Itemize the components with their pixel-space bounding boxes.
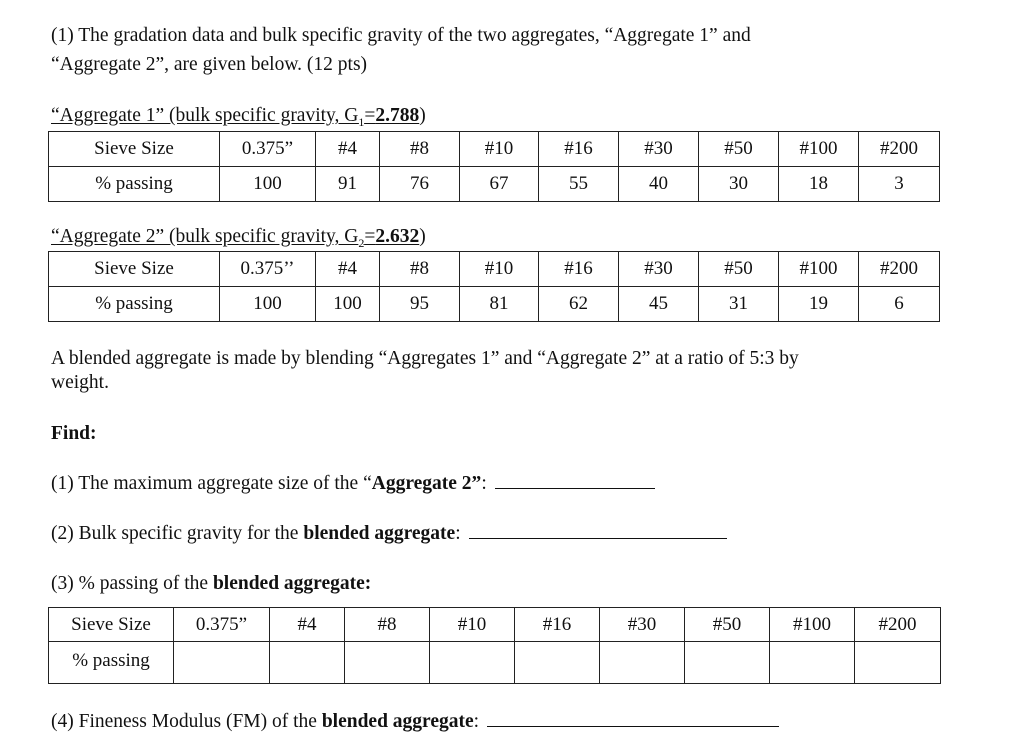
aggregate2-caption	[51, 226, 426, 251]
blended-sieve-cell: #50	[685, 608, 770, 642]
aggregate1-passing-cell: 3	[859, 167, 940, 202]
aggregate2-passing-cell: 62	[539, 287, 619, 322]
blended-sieve-cell: 0.375”	[174, 608, 270, 642]
blended-passing-input-cell[interactable]	[270, 642, 345, 684]
aggregate2-sieve-cell: #8	[380, 252, 460, 287]
aggregate1-caption	[51, 105, 426, 130]
aggregate1-passing-cell: 100	[220, 167, 316, 202]
aggregate1-passing-cell: 55	[539, 167, 619, 202]
aggregate1-passing-cell: 91	[316, 167, 380, 202]
aggregate1-passing-cell: 30	[699, 167, 779, 202]
blended-passing-input-cell[interactable]	[770, 642, 855, 684]
find-heading	[51, 422, 97, 446]
problem-intro	[51, 24, 751, 82]
question-4-answer-blank[interactable]	[487, 725, 779, 727]
aggregate2-passing-cell: 95	[380, 287, 460, 322]
aggregate2-sieve-label: Sieve Size	[49, 252, 220, 287]
aggregate1-sieve-cell: #8	[380, 132, 460, 167]
aggregate2-passing-cell: 100	[316, 287, 380, 322]
aggregate2-passing-label: % passing	[49, 287, 220, 322]
blended-passing-table	[48, 607, 941, 684]
blended-passing-input-cell[interactable]	[855, 642, 941, 684]
question-1	[51, 472, 655, 496]
question-3	[51, 572, 371, 596]
blended-passing-input-cell[interactable]	[430, 642, 515, 684]
aggregate1-sieve-cell: #4	[316, 132, 380, 167]
aggregate1-gravity-subscript: 1	[358, 114, 365, 129]
question-3-bold: blended aggregate:	[212, 573, 372, 594]
aggregate2-gravity-subscript: 2	[358, 235, 365, 250]
blend-statement-line-2: weight.	[51, 372, 109, 393]
aggregate2-passing-cell: 45	[619, 287, 699, 322]
blended-sieve-label: Sieve Size	[49, 608, 174, 642]
aggregate2-passing-row	[49, 287, 940, 322]
question-2	[51, 522, 727, 546]
aggregate1-sieve-cell: #100	[779, 132, 859, 167]
aggregate1-sieve-cell: #30	[619, 132, 699, 167]
aggregate2-sieve-cell: #30	[619, 252, 699, 287]
aggregate1-sieve-cell: #50	[699, 132, 779, 167]
aggregate1-sieve-row	[49, 132, 940, 167]
question-2-colon: :	[455, 523, 461, 544]
question-1-text: (1) The maximum aggregate size of the “	[51, 473, 372, 494]
blended-passing-input-cell[interactable]	[345, 642, 430, 684]
aggregate1-passing-row	[49, 167, 940, 202]
aggregate2-gradation-table	[48, 251, 940, 322]
blended-sieve-cell: #8	[345, 608, 430, 642]
aggregate1-passing-cell: 67	[460, 167, 539, 202]
aggregate1-passing-cell: 18	[779, 167, 859, 202]
aggregate2-passing-cell: 19	[779, 287, 859, 322]
aggregate2-caption-text: “Aggregate 2” (bulk specific gravity, G	[51, 226, 359, 247]
aggregate1-passing-cell: 40	[619, 167, 699, 202]
aggregate1-sieve-cell: #16	[539, 132, 619, 167]
aggregate2-sieve-cell: #16	[539, 252, 619, 287]
aggregate2-sieve-cell: #200	[859, 252, 940, 287]
aggregate1-sieve-cell: 0.375”	[220, 132, 316, 167]
aggregate2-sieve-cell: #100	[779, 252, 859, 287]
question-2-text: (2) Bulk specific gravity for the	[51, 523, 304, 544]
question-2-answer-blank[interactable]	[469, 537, 727, 539]
blended-passing-input-cell[interactable]	[600, 642, 685, 684]
aggregate2-caption-close: )	[419, 226, 426, 247]
blended-sieve-cell: #16	[515, 608, 600, 642]
blended-passing-row	[49, 642, 941, 684]
blended-sieve-cell: #10	[430, 608, 515, 642]
aggregate1-sieve-cell: #200	[859, 132, 940, 167]
question-1-bold: Aggregate 2”	[371, 473, 482, 494]
aggregate2-passing-cell: 100	[220, 287, 316, 322]
blended-passing-input-cell[interactable]	[174, 642, 270, 684]
aggregate2-sieve-cell: 0.375’’	[220, 252, 316, 287]
blended-passing-input-cell[interactable]	[515, 642, 600, 684]
aggregate2-sieve-cell: #50	[699, 252, 779, 287]
blended-passing-input-cell[interactable]	[685, 642, 770, 684]
aggregate2-caption-equals: =	[364, 226, 376, 247]
question-4-text: (4) Fineness Modulus (FM) of the	[51, 711, 322, 732]
aggregate1-sieve-cell: #10	[460, 132, 539, 167]
question-3-text: (3) % passing of the	[51, 573, 213, 594]
aggregate1-caption-text: “Aggregate 1” (bulk specific gravity, G	[51, 105, 359, 126]
aggregate1-passing-cell: 76	[380, 167, 460, 202]
question-4-bold: blended aggregate	[321, 711, 474, 732]
aggregate1-passing-label: % passing	[49, 167, 220, 202]
aggregate1-sieve-label: Sieve Size	[49, 132, 220, 167]
blended-sieve-row	[49, 608, 941, 642]
aggregate2-passing-cell: 81	[460, 287, 539, 322]
blended-sieve-cell: #200	[855, 608, 941, 642]
blend-statement-line-1: A blended aggregate is made by blending “Aggregates 1” and “Aggregate 2” at a ratio of 5:3 by	[51, 348, 799, 369]
aggregate2-sieve-cell: #10	[460, 252, 539, 287]
find-label: Find:	[51, 423, 97, 444]
aggregate1-caption-close: )	[419, 105, 426, 126]
intro-line-2: “Aggregate 2”, are given below. (12 pts)	[51, 54, 368, 75]
question-4	[51, 710, 779, 734]
aggregate2-sieve-row	[49, 252, 940, 287]
aggregate2-sieve-cell: #4	[316, 252, 380, 287]
aggregate1-caption-equals: =	[364, 105, 376, 126]
blended-passing-label: % passing	[49, 642, 174, 684]
aggregate1-gradation-table	[48, 131, 940, 202]
question-2-bold: blended aggregate	[303, 523, 456, 544]
aggregate1-gravity-value: 2.788	[375, 105, 420, 126]
aggregate2-passing-cell: 31	[699, 287, 779, 322]
aggregate2-gravity-value: 2.632	[375, 226, 420, 247]
intro-line-1: (1) The gradation data and bulk specific gravity of the two aggregates, “Aggregate 1” and	[51, 25, 751, 46]
question-1-answer-blank[interactable]	[495, 487, 655, 489]
blended-sieve-cell: #4	[270, 608, 345, 642]
blend-statement	[51, 347, 799, 395]
blended-sieve-cell: #30	[600, 608, 685, 642]
aggregate2-passing-cell: 6	[859, 287, 940, 322]
blended-sieve-cell: #100	[770, 608, 855, 642]
question-1-colon: :	[481, 473, 487, 494]
question-4-colon: :	[473, 711, 480, 732]
